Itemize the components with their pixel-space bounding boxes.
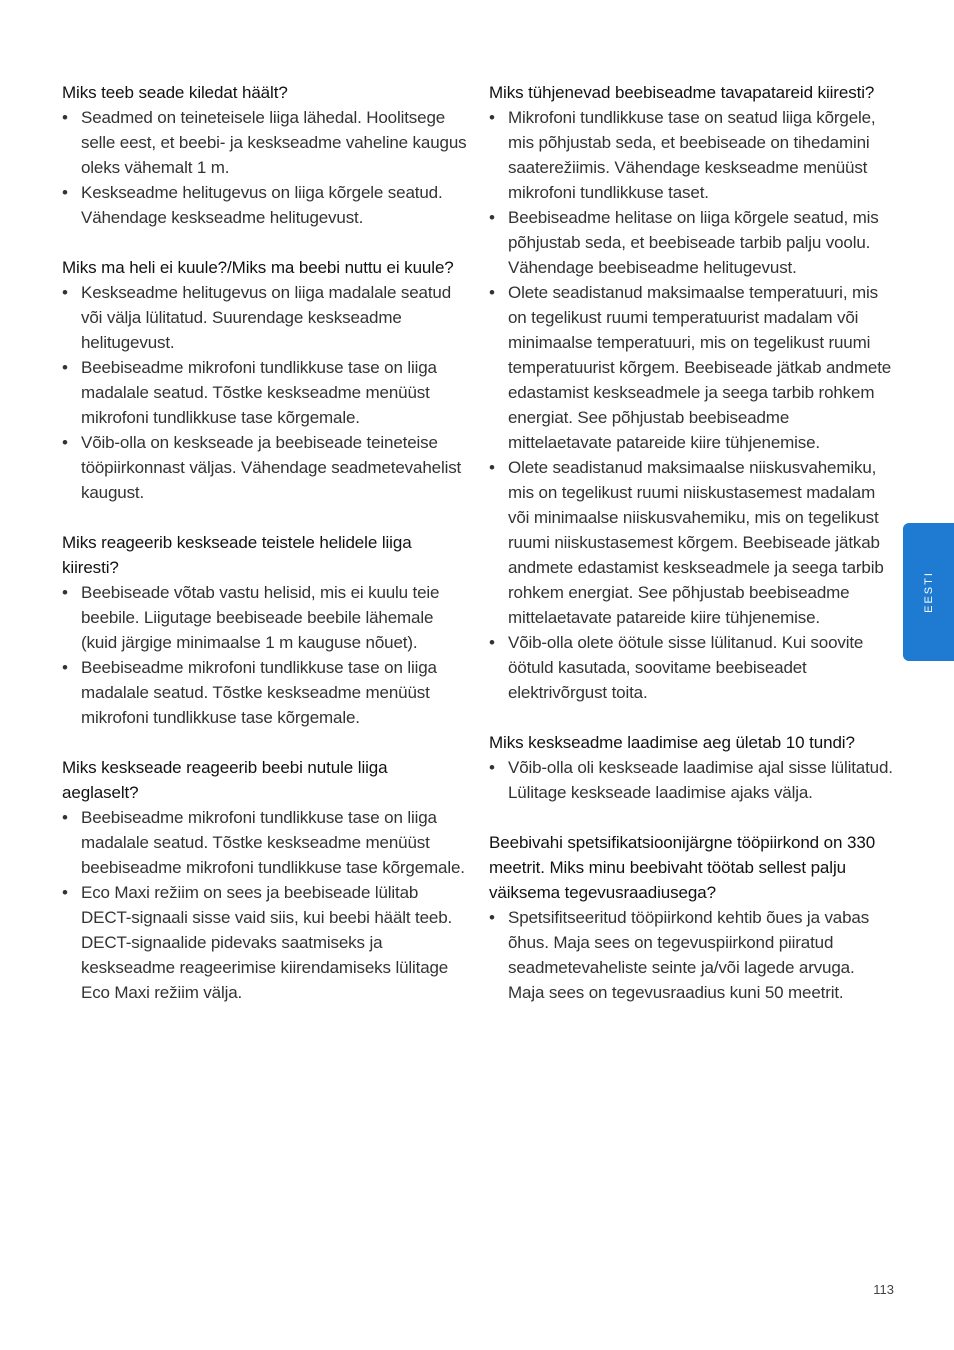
faq-answer-list — [489, 905, 894, 1005]
faq-section — [489, 830, 894, 1005]
faq-answer: • Võib-olla oli keskseade laadimise ajal sisse lülitatud. Lülitage keskseade laadimise ajaks välja. — [489, 755, 894, 805]
faq-question: Miks keskseade reageerib beebi nutule liiga aeglaselt? — [62, 758, 388, 802]
faq-answer: • Beebiseadme mikrofoni tundlikkuse tase on liiga madalale seatud. Tõstke keskseadme menüüst beebiseadme mikrofoni tundlikkuse tase kõrgemale. — [62, 805, 468, 880]
faq-answer-list — [62, 580, 468, 730]
language-tab — [903, 523, 954, 661]
faq-answer-list — [489, 755, 894, 805]
faq-section — [62, 530, 468, 730]
faq-answer: • Seadmed on teineteisele liiga lähedal. Hoolitsege selle eest, et beebi- ja keskseadme vaheline kaugus oleks vähemalt 1 m. — [62, 105, 468, 180]
faq-answer: • Spetsifitseeritud tööpiirkond kehtib õues ja vabas õhus. Maja sees on tegevuspiirkond piiratud seadmetevaheliste seinte ja/või lagede arvuga. Maja sees on tegevusraadius kuni 50 meetrit. — [489, 905, 894, 1005]
left-column — [62, 80, 468, 1030]
faq-question: Beebivahi spetsifikatsioonijärgne tööpiirkond on 330 meetrit. Miks minu beebivaht töötab sellest palju väiksema tegevusraadiusega? — [489, 833, 876, 902]
faq-answer-list — [62, 280, 468, 505]
faq-question: Miks keskseadme laadimise aeg ületab 10 tundi? — [489, 733, 855, 752]
faq-answer: • Beebiseadme mikrofoni tundlikkuse tase on liiga madalale seatud. Tõstke keskseadme menüüst mikrofoni tundlikkuse tase kõrgemale. — [62, 355, 468, 430]
language-tab-label: EESTI — [922, 571, 935, 613]
faq-question: Miks reageerib keskseade teistele helidele liiga kiiresti? — [62, 533, 412, 577]
faq-section — [62, 255, 468, 505]
faq-answer: • Olete seadistanud maksimaalse niiskusvahemiku, mis on tegelikust ruumi niiskustasemest madalam või minimaalse niiskusvahemiku, mis on tegelikust ruumi niiskustasemest kõrgem. Beebiseade jätkab andmete edastamist keskseadmele ja seega tarbib rohkem energiat. See põhjustab beebiseadme mittelaetavate patareide kiire tühjenemise. — [489, 455, 894, 630]
faq-answer: • Beebiseade võtab vastu helisid, mis ei kuulu teie beebile. Liigutage beebiseade beebile lähemale (kuid järgige minimaalse 1 m kauguse nõuet). — [62, 580, 468, 655]
faq-question: Miks ma heli ei kuule?/Miks ma beebi nuttu ei kuule? — [62, 258, 454, 277]
page-number: 113 — [873, 1282, 894, 1297]
faq-question: Miks teeb seade kiledat häält? — [62, 83, 288, 102]
faq-answer: • Beebiseadme mikrofoni tundlikkuse tase on liiga madalale seatud. Tõstke keskseadme menüüst mikrofoni tundlikkuse tase kõrgemale. — [62, 655, 468, 730]
faq-answer: • Eco Maxi režiim on sees ja beebiseade lülitab DECT-signaali sisse vaid siis, kui beebi häält teeb. DECT-signaalide pidevaks saatmiseks ja keskseadme reageerimise kiirendamiseks lülitage Eco Maxi režiim välja. — [62, 880, 468, 1005]
faq-answer-list — [62, 805, 468, 1005]
faq-answer-list — [489, 105, 894, 705]
faq-answer: • Võib-olla olete öötule sisse lülitanud. Kui soovite öötuld kasutada, soovitame beebiseadet elektrivõrgust toita. — [489, 630, 894, 705]
faq-section — [62, 755, 468, 1005]
faq-section — [489, 730, 894, 805]
faq-answer-list — [62, 105, 468, 230]
faq-answer: • Olete seadistanud maksimaalse temperatuuri, mis on tegelikust ruumi temperatuurist madalam või minimaalse temperatuuri, mis on tegelikust ruumi temperatuurist kõrgem. Beebiseade jätkab andmete edastamist keskseadmele ja seega tarbib rohkem energiat. See põhjustab beebiseadme mittelaetavate patareide kiire tühjenemise. — [489, 280, 894, 455]
faq-answer: • Beebiseadme helitase on liiga kõrgele seatud, mis põhjustab seda, et beebiseade tarbib palju voolu. Vähendage beebiseadme helitugevust. — [489, 205, 894, 280]
faq-section — [489, 80, 894, 705]
faq-answer: • Mikrofoni tundlikkuse tase on seatud liiga kõrgele, mis põhjustab seda, et beebiseade on tihedamini saaterežiimis. Vähendage keskseadme menüüst mikrofoni tundlikkuse taset. — [489, 105, 894, 205]
right-column — [489, 80, 894, 1030]
faq-question: Miks tühjenevad beebiseadme tavapatareid kiiresti? — [489, 83, 875, 102]
faq-answer: • Keskseadme helitugevus on liiga kõrgele seatud. Vähendage keskseadme helitugevust. — [62, 180, 468, 230]
faq-section — [62, 80, 468, 230]
faq-answer: • Keskseadme helitugevus on liiga madalale seatud või välja lülitatud. Suurendage keskseadme helitugevust. — [62, 280, 468, 355]
faq-answer: • Võib-olla on keskseade ja beebiseade teineteise tööpiirkonnast väljas. Vähendage seadmetevahelist kaugust. — [62, 430, 468, 505]
